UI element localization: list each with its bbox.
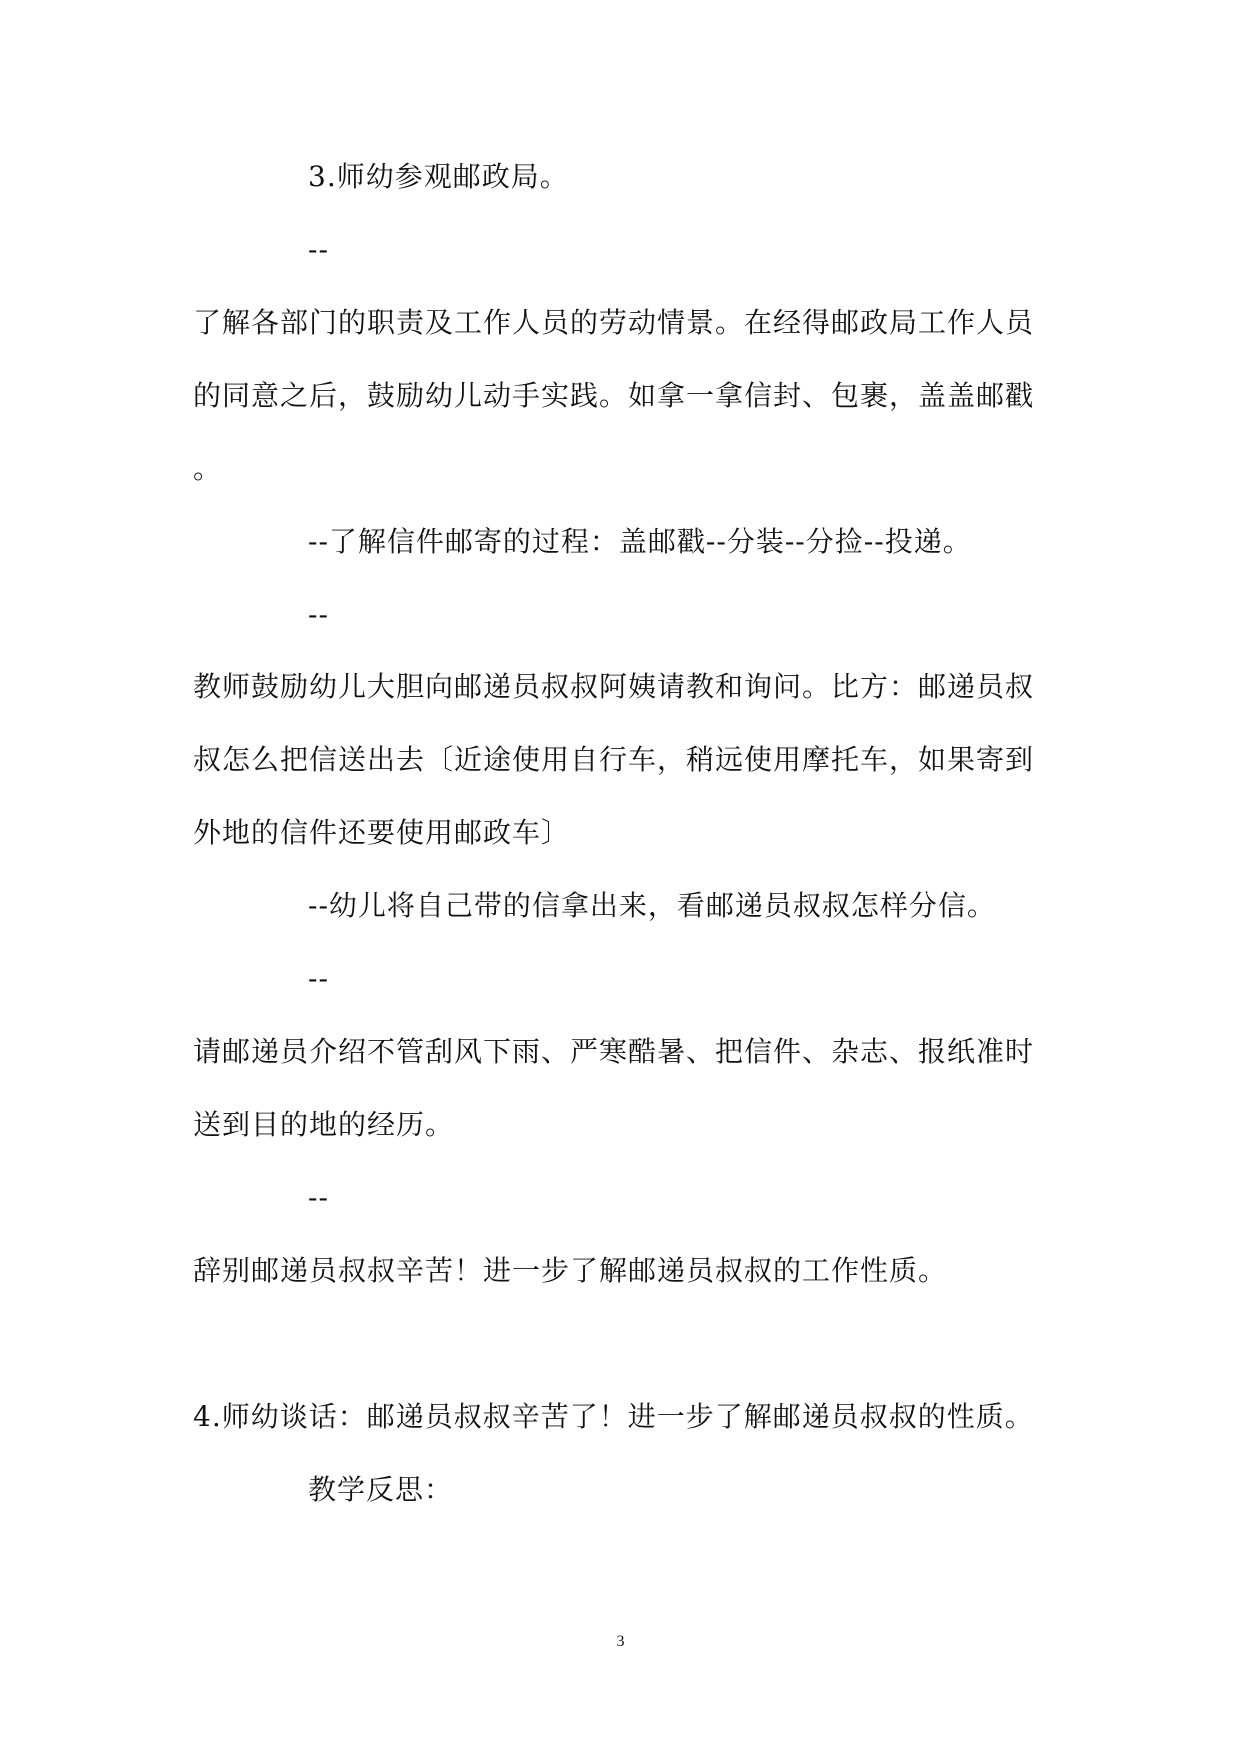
paragraph-line: 送到目的地的经历。 <box>193 1108 455 1141</box>
section-heading-reflection: 教学反思： <box>308 1473 454 1506</box>
dash-marker: -- <box>308 962 329 995</box>
paragraph-line: 的同意之后，鼓励幼儿动手实践。如拿一拿信封、包裹，盖盖邮戳 <box>193 379 1035 412</box>
paragraph-line: 辞别邮递员叔叔辛苦！进一步了解邮递员叔叔的工作性质。 <box>193 1254 948 1287</box>
paragraph-line: 。 <box>193 452 223 485</box>
paragraph-line: --幼儿将自己带的信拿出来，看邮递员叔叔怎样分信。 <box>308 889 996 922</box>
dash-marker: -- <box>308 1181 329 1214</box>
paragraph-line: 请邮递员介绍不管刮风下雨、严寒酷暑、把信件、杂志、报纸准时 <box>193 1035 1035 1068</box>
dash-marker: -- <box>308 233 329 266</box>
paragraph-line: 叔怎么把信送出去〔近途使用自行车，稍远使用摩托车，如果寄到 <box>193 743 1035 776</box>
dash-marker: -- <box>308 598 329 631</box>
paragraph-line: 教师鼓励幼儿大胆向邮递员叔叔阿姨请教和询问。比方：邮递员叔 <box>193 670 1035 703</box>
section-heading-visit: 3.师幼参观邮政局。 <box>308 160 569 193</box>
paragraph-line: --了解信件邮寄的过程：盖邮戳--分装--分捡--投递。 <box>308 525 972 558</box>
paragraph-line: 外地的信件还要使用邮政车〕 <box>193 816 571 849</box>
paragraph-line: 了解各部门的职责及工作人员的劳动情景。在经得邮政局工作人员 <box>193 306 1035 339</box>
page-number: 3 <box>616 1633 625 1650</box>
section-heading-talk: 4.师幼谈话：邮递员叔叔辛苦了！进一步了解邮递员叔叔的性质。 <box>193 1400 1034 1433</box>
